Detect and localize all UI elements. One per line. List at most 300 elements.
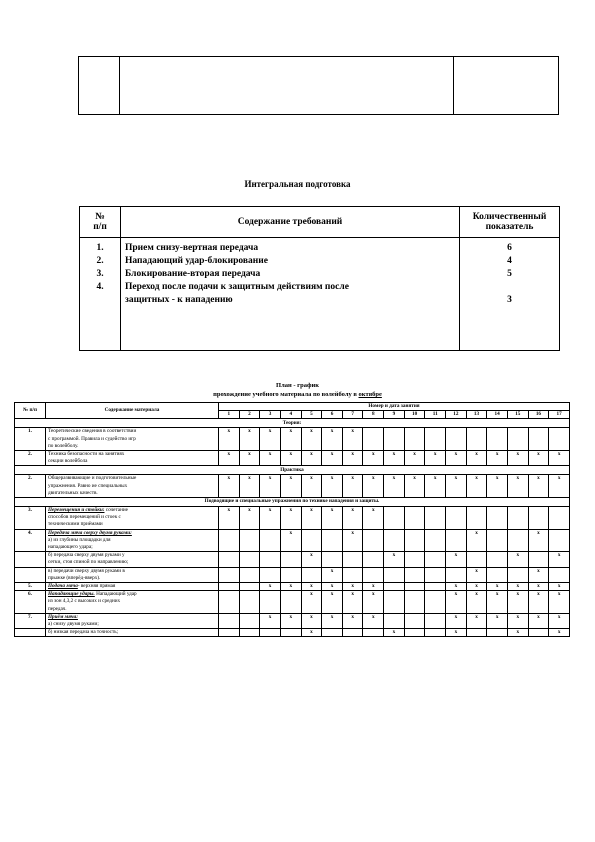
lesson-mark [363,428,384,451]
score-header-line: показатель [485,222,534,232]
lesson-mark: x [528,583,549,591]
lesson-mark: x [322,591,343,614]
lesson-mark [528,428,549,451]
lesson-mark: x [219,475,240,498]
lesson-mark: x [280,613,301,628]
lesson-mark: x [466,475,487,498]
lesson-mark: x [549,629,570,637]
lesson-mark: x [446,451,467,466]
lesson-mark [363,567,384,582]
lesson-number: 12 [446,411,467,419]
lesson-mark: x [342,507,363,530]
lesson-number: 9 [384,411,405,419]
material-line: двигательных качеств. [48,489,98,496]
lesson-mark: x [528,529,549,552]
lesson-mark [260,567,281,582]
lesson-number: 17 [549,411,570,419]
lesson-mark [280,567,301,582]
lesson-mark: x [487,583,508,591]
lesson-mark: x [342,428,363,451]
lesson-mark: x [322,613,343,628]
lesson-mark [425,507,446,530]
lesson-mark [466,629,487,637]
lesson-mark: x [425,451,446,466]
lesson-number: 5 [301,411,322,419]
lesson-mark: x [301,552,322,567]
lesson-mark: x [466,567,487,582]
lesson-mark [466,507,487,530]
lesson-mark: x [260,475,281,498]
material-line: секции волейбола [48,458,88,465]
material-line: Общеразвивающие и подготовительные [48,475,137,482]
material-text [46,583,219,591]
lesson-mark: x [446,475,467,498]
row-number: 3. [15,507,46,530]
lesson-mark: x [404,475,425,498]
lesson-mark: x [219,507,240,530]
table-row [15,583,570,591]
material-line [48,530,216,537]
requirements-table [79,206,560,351]
lesson-mark [446,529,467,552]
lesson-mark [342,629,363,637]
lesson-mark [404,567,425,582]
lesson-mark [219,529,240,552]
lesson-mark [384,583,405,591]
lesson-mark [487,567,508,582]
requirement-text: Нападающий удар-блокирование [125,256,268,266]
lesson-mark: x [487,591,508,614]
lesson-mark [363,529,384,552]
lesson-mark: x [384,552,405,567]
lesson-mark: x [549,552,570,567]
lesson-mark: x [342,529,363,552]
material-line: Техника безопасности на занятиях [48,451,125,458]
material-line: передач. [48,605,67,612]
lesson-mark [425,428,446,451]
score-value: 4 [507,256,512,266]
lesson-mark [528,552,549,567]
lesson-mark: x [363,475,384,498]
empty-cell [454,57,559,115]
lesson-mark [549,567,570,582]
lesson-number: 11 [425,411,446,419]
lesson-mark: x [466,591,487,614]
lesson-mark: x [322,507,343,530]
lesson-mark: x [549,475,570,498]
requirement-text: Переход после подачи к защитным действиям после [125,282,349,292]
material-line [48,614,216,621]
lesson-mark [239,591,260,614]
lesson-mark: x [528,591,549,614]
lesson-mark [549,428,570,451]
lesson-mark: x [404,451,425,466]
lesson-mark [239,583,260,591]
lesson-mark: x [322,583,343,591]
lesson-mark: x [507,591,528,614]
lesson-mark [322,629,343,637]
plan-content-header: Содержание материала [46,403,219,419]
lesson-mark [301,529,322,552]
material-heading: Подача мяча [48,583,78,590]
material-line [48,583,216,590]
lesson-mark [363,629,384,637]
lesson-mark [260,629,281,637]
content-header: Содержание требований [121,207,460,238]
lesson-mark [322,529,343,552]
material-rest: - верхняя прямая [77,583,116,590]
lesson-mark [404,583,425,591]
lesson-mark [487,529,508,552]
lesson-mark [487,629,508,637]
material-line [48,591,216,598]
lesson-mark: x [280,428,301,451]
lesson-mark: x [466,529,487,552]
material-line: с программой. Правила и судейство игр [48,435,136,442]
lesson-mark: x [507,629,528,637]
lesson-mark [342,552,363,567]
lesson-mark [260,591,281,614]
section-title: Интегральная подготовка [244,179,351,189]
row-number: 2. [15,451,46,466]
material-line: б) передача сверху двумя руками у [48,552,125,559]
lesson-mark: x [301,591,322,614]
lesson-mark: x [363,613,384,628]
lesson-mark [280,591,301,614]
lesson-mark: x [528,475,549,498]
lesson-number: 6 [322,411,343,419]
lesson-number: 4 [280,411,301,419]
lesson-mark: x [425,475,446,498]
lesson-mark: x [342,591,363,614]
lesson-number: 3 [260,411,281,419]
material-line: упражнения. Равно ие специальных [48,482,128,489]
material-heading: Приём мяча: [48,613,78,620]
score-value: 6 [507,243,512,253]
lesson-number: 7 [342,411,363,419]
lesson-mark: x [301,451,322,466]
plan-title-line2 [0,390,595,399]
row-number: 3. [96,269,104,279]
plan-title [0,381,595,399]
lesson-mark [487,552,508,567]
lesson-mark: x [260,451,281,466]
table-row [15,507,570,530]
lesson-mark [239,567,260,582]
lesson-mark: x [301,428,322,451]
lesson-number: 2 [239,411,260,419]
lesson-mark [425,591,446,614]
material-text [46,567,219,582]
lesson-mark: x [384,475,405,498]
lesson-number: 16 [528,411,549,419]
lesson-mark: x [487,451,508,466]
lesson-mark [404,529,425,552]
lesson-mark: x [280,529,301,552]
lesson-mark: x [322,428,343,451]
lesson-mark: x [342,475,363,498]
lesson-mark [425,629,446,637]
plan-num-header: № п/п [15,403,46,419]
lesson-mark: x [446,591,467,614]
lesson-mark: x [446,613,467,628]
lesson-mark: x [507,451,528,466]
material-heading: Нападающие удары. [48,591,95,598]
lesson-mark: x [446,552,467,567]
row-number [15,629,46,637]
lesson-mark: x [446,629,467,637]
lesson-mark [404,507,425,530]
lesson-mark [528,507,549,530]
lesson-mark [446,428,467,451]
lesson-mark: x [528,567,549,582]
material-text [46,591,219,614]
score-header [460,207,560,238]
lesson-mark: x [342,613,363,628]
num-header-line: № [95,212,105,222]
requirement-text: Блокирование-вторая передача [125,269,261,279]
lesson-mark: x [528,613,549,628]
lesson-mark: x [260,428,281,451]
table-row [15,591,570,614]
lesson-mark [384,507,405,530]
lesson-mark [239,629,260,637]
lesson-mark: x [487,613,508,628]
lesson-mark: x [528,451,549,466]
lesson-mark: x [239,507,260,530]
lesson-mark [342,567,363,582]
score-value: 3 [507,295,512,305]
lesson-mark [404,428,425,451]
lesson-mark: x [549,583,570,591]
lesson-mark [466,552,487,567]
row-number: 4. [96,282,104,292]
lesson-mark [425,567,446,582]
material-text [46,507,219,530]
table-row [15,552,570,567]
lesson-mark: x [260,507,281,530]
lesson-mark [280,552,301,567]
lesson-mark [549,529,570,552]
lesson-mark: x [219,428,240,451]
lesson-mark [507,507,528,530]
lesson-mark: x [342,451,363,466]
lesson-mark [363,552,384,567]
material-heading: Перемещения и стойки: [48,507,105,514]
lesson-mark: x [507,613,528,628]
lesson-mark: x [219,451,240,466]
lesson-mark [384,613,405,628]
lesson-mark [219,629,240,637]
material-line: сетки, стоя спиной по направлению; [48,559,129,566]
content-column [121,238,460,351]
lesson-mark: x [507,475,528,498]
material-text [46,613,219,628]
lesson-mark [404,629,425,637]
material-line: в) передачи сверху двумя руками в [48,567,125,574]
material-text [46,629,219,637]
lesson-mark: x [363,451,384,466]
plan-title-month: октябре [358,391,382,398]
material-line: способов перемещений и стоек с [48,514,121,521]
lesson-mark: x [239,451,260,466]
table-row [15,567,570,582]
table-row [15,475,570,498]
lesson-mark: x [549,613,570,628]
material-rest: сочетание [104,507,128,514]
table-row [15,613,570,628]
lesson-mark: x [549,591,570,614]
lesson-mark [425,529,446,552]
lesson-mark: x [384,629,405,637]
num-column [80,238,121,351]
lesson-mark: x [301,507,322,530]
row-number [15,567,46,582]
lesson-mark [404,613,425,628]
lesson-mark: x [384,451,405,466]
lesson-mark: x [466,583,487,591]
lesson-mark [260,552,281,567]
row-number: 7. [15,613,46,628]
lesson-mark: x [301,629,322,637]
requirement-text: защитных - к нападению [125,295,233,305]
lesson-mark [384,428,405,451]
lesson-mark: x [260,583,281,591]
lesson-mark: x [301,583,322,591]
lesson-mark [301,567,322,582]
lesson-mark: x [342,583,363,591]
section-special: Подводящие и специальные упражнения по технике нападения и защиты. [15,498,570,507]
lesson-mark: x [466,451,487,466]
lesson-number: 13 [466,411,487,419]
score-value-wrap [464,281,555,307]
lesson-mark [239,529,260,552]
section-theory: Теория: [15,419,570,428]
score-header-line: Количественный [472,212,547,222]
lesson-mark: x [363,507,384,530]
material-line: нападающего удара; [48,544,93,551]
material-line: Теоретические сведения в соответствии [48,428,137,435]
lesson-mark [219,583,240,591]
lesson-mark: x [301,613,322,628]
lesson-mark: x [239,475,260,498]
lesson-mark [384,529,405,552]
lesson-mark [239,613,260,628]
material-line: б) низкая передача на точность; [48,629,119,636]
lesson-mark: x [466,613,487,628]
requirement-text: Прием снизу-вертная передача [125,243,259,253]
material-line: из зон 4,3,2 с высоких и средних [48,598,121,605]
lesson-mark: x [507,583,528,591]
lesson-mark [404,552,425,567]
lesson-mark [446,567,467,582]
material-line: прыжке (вперёд-вверх). [48,574,101,581]
material-heading: Передача мяча сверху двумя руками: [48,529,132,536]
lesson-mark: x [487,475,508,498]
lesson-mark: x [280,583,301,591]
lesson-mark [384,567,405,582]
lesson-mark [487,507,508,530]
material-line: а) из глубины площадки для [48,536,111,543]
lesson-mark [384,591,405,614]
lesson-mark: x [239,428,260,451]
lesson-mark [260,529,281,552]
lesson-mark: x [322,567,343,582]
empty-cell [79,57,120,115]
plan-title-prefix: прохождение учебного материала по волейболу в [213,391,357,398]
row-number: 2. [15,475,46,498]
material-line: техническими приёмами [48,521,103,528]
material-rest: Нападающий удар [94,591,137,598]
num-header [80,207,121,238]
lesson-mark [219,567,240,582]
lesson-mark [425,583,446,591]
lesson-mark [549,507,570,530]
lesson-mark [487,428,508,451]
material-text [46,451,219,466]
lesson-mark [507,428,528,451]
material-line: а) снизу двумя руками; [48,621,99,628]
lesson-mark [219,552,240,567]
lesson-mark: x [280,475,301,498]
table-row [15,529,570,552]
material-text [46,552,219,567]
plan-table [14,402,570,637]
top-empty-table [78,56,559,115]
lesson-number: 10 [404,411,425,419]
row-number: 4. [15,529,46,552]
lesson-mark: x [549,451,570,466]
score-column [460,238,560,351]
table-row [15,428,570,451]
row-number: 1. [15,428,46,451]
lesson-number: 1 [219,411,240,419]
lesson-mark [239,552,260,567]
lesson-mark [425,613,446,628]
material-text [46,428,219,451]
lesson-mark [404,591,425,614]
lesson-mark [425,552,446,567]
lessons-header: Номер и дата занятия [219,403,570,411]
lesson-mark: x [301,475,322,498]
table-row [15,629,570,637]
material-text [46,475,219,498]
lesson-mark [507,529,528,552]
row-number: 1. [96,243,104,253]
lesson-number: 15 [507,411,528,419]
lesson-mark: x [322,475,343,498]
lesson-mark: x [260,613,281,628]
row-number: 6. [15,591,46,614]
lesson-mark [466,428,487,451]
section-practice: Практика [15,466,570,475]
material-text [46,529,219,552]
lesson-mark: x [280,451,301,466]
lesson-mark [446,507,467,530]
lesson-number: 8 [363,411,384,419]
table-row [15,451,570,466]
empty-cell [120,57,454,115]
lesson-mark [528,629,549,637]
row-number: 2. [96,256,104,266]
lesson-mark: x [446,583,467,591]
material-line: по волейболу. [48,442,79,449]
lesson-mark [322,552,343,567]
plan-title-line1: План - график [276,382,319,389]
lesson-mark: x [280,507,301,530]
score-value: 5 [507,269,512,279]
lesson-number: 14 [487,411,508,419]
